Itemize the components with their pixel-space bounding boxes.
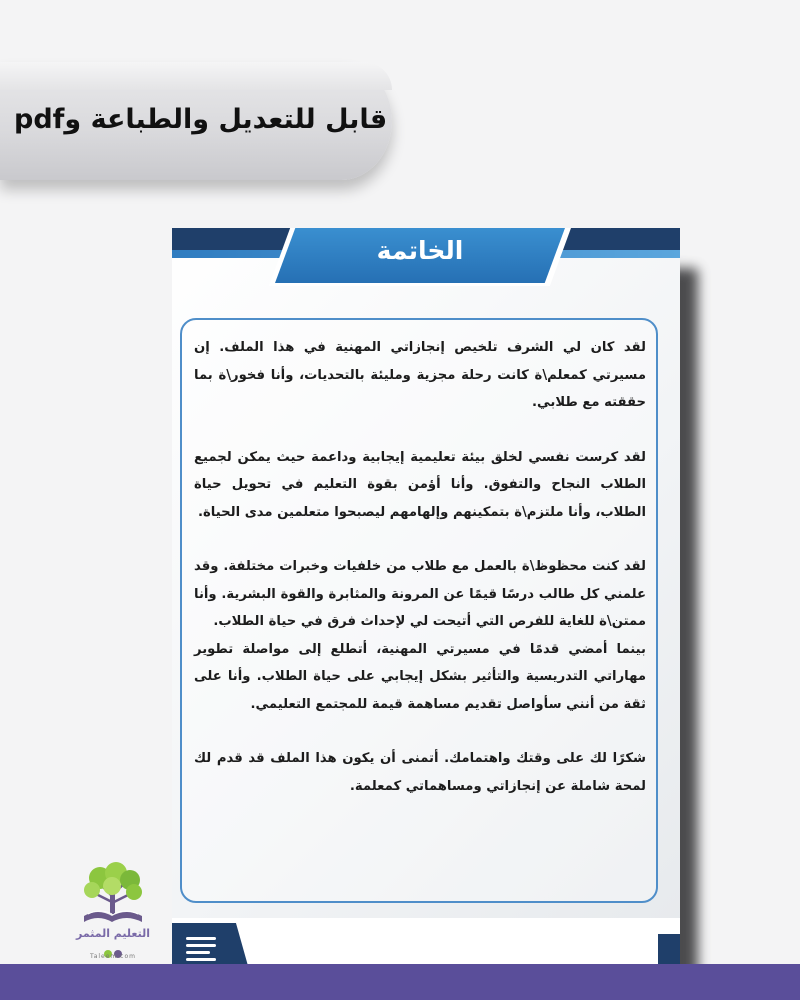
banner-text: قابل للتعديل والطباعة وpdf — [14, 104, 388, 135]
paragraph-2: لقد كرست نفسي لخلق بيئة تعليمية إيجابية وداعمة حيث يمكن لجميع الطلاب النجاح والتفوق. وأنا أؤمن بقوة التعليم في تحويل حياة الطلاب، وأنا ملتزم\ة بتمكينهم وإلهامهم ليصبحوا متعلمين مدى الحياة. — [194, 449, 646, 520]
content-box — [180, 318, 658, 903]
tree-book-icon — [70, 862, 156, 928]
logo — [70, 862, 156, 968]
logo-domain: Taleem.com — [90, 953, 136, 960]
paragraph-5: شكرًا لك على وقتك واهتمامك. أتمنى أن يكون هذا الملف قد قدم لك لمحة شاملة عن إنجازاتي ومساهماتي كمعلمة. — [194, 751, 646, 794]
menu-icon[interactable] — [186, 937, 222, 963]
page-title: الخاتمة — [376, 236, 464, 265]
paragraph-3: لقد كنت محظوظ\ة بالعمل مع طلاب من خلفيات وخبرات مختلفة. وقد علمني كل طالب درسًا قيمًا عن المرونة والمثابرة والقوة البشرية. وأنا ممتن\ة للغاية للفرص التي أتيحت لي لإحداث فرق في حياة الطلاب. — [194, 559, 646, 629]
logo-name: التعليم المثمر — [75, 927, 151, 940]
document-page — [172, 228, 680, 973]
paragraph-1: لقد كان لي الشرف تلخيص إنجازاتي المهنية في هذا الملف. إن مسيرتي كمعلم\ة كانت رحلة مجزية ومليئة بالتحديات، وأنا فخور\ة بما حققته مع طلابي. — [194, 340, 646, 410]
content-text — [194, 334, 646, 800]
paragraph-4: بينما أمضي قدمًا في مسيرتي المهنية، أتطلع إلى مواصلة تطوير مهاراتي التدريسية والتأثير بشكل إيجابي على حياة الطلاب. وأنا على ثقة من أنني سأواصل تقديم مساهمة قيمة للمجتمع التعليمي. — [194, 641, 646, 712]
logo-dots — [103, 943, 123, 951]
footer-bar — [0, 964, 800, 1000]
